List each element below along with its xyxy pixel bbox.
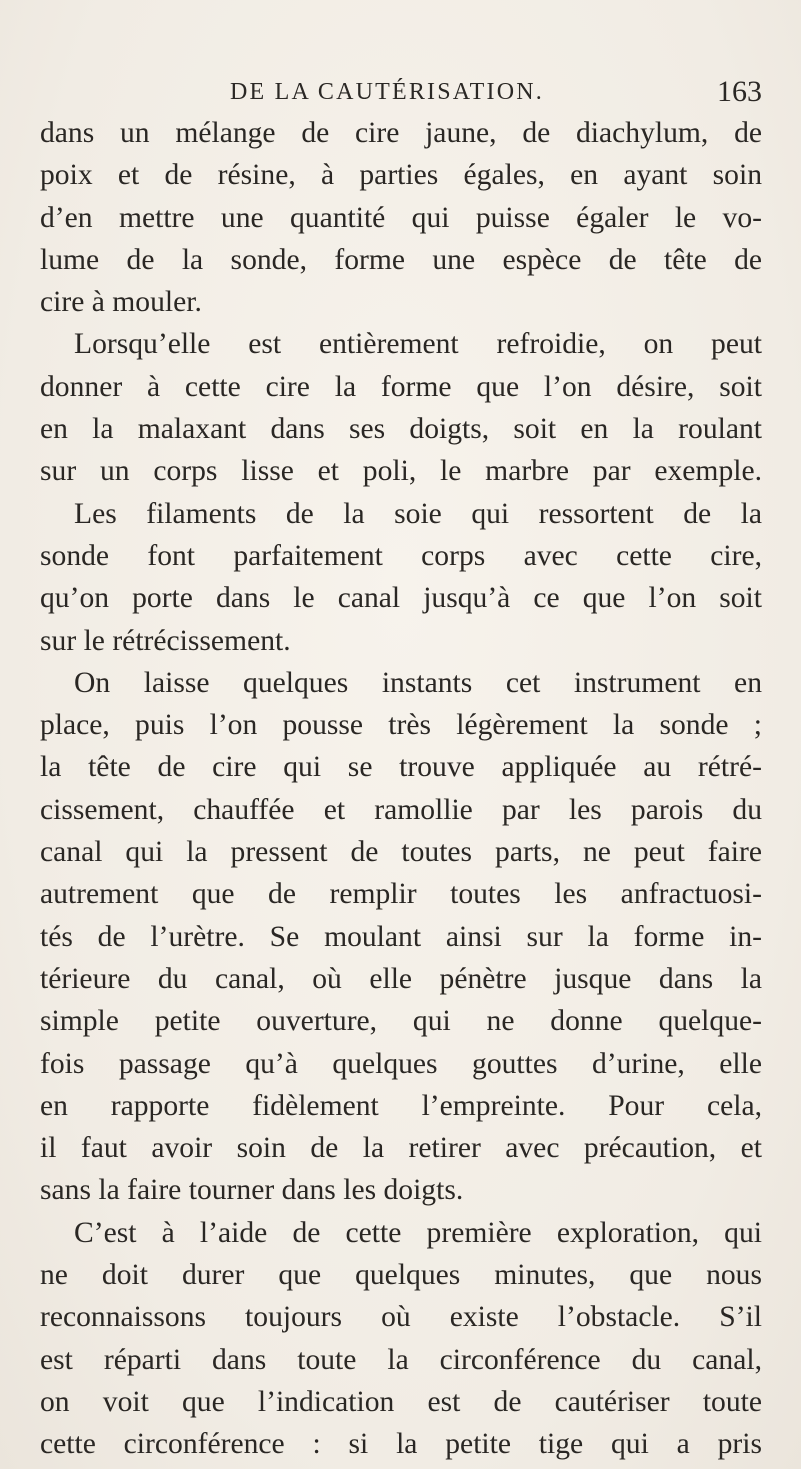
- text-line: C’est à l’aide de cette première exploration, qui: [74, 1216, 762, 1249]
- text-line: qu’on porte dans le canal jusqu’à ce que l’on soit: [40, 582, 762, 615]
- text-line: d’en mettre une quantité qui puisse égaler le vo-: [40, 201, 762, 234]
- text-line: simple petite ouverture, qui ne donne quelque-: [40, 1005, 762, 1038]
- text-line: sur un corps lisse et poli, le marbre par exemple.: [40, 455, 762, 488]
- text-line: la tête de cire qui se trouve appliquée au rétré-: [40, 751, 762, 784]
- text-line: poix et de résine, à parties égales, en ayant soin: [40, 159, 762, 192]
- text-line: sonde font parfaitement corps avec cette cire,: [40, 539, 762, 572]
- body-text: [40, 112, 762, 1466]
- text-line: autrement que de remplir toutes les anfractuosi-: [40, 878, 762, 911]
- text-line: fois passage qu’à quelques gouttes d’urine, elle: [40, 1047, 762, 1080]
- text-line: sans la faire tourner dans les doigts.: [40, 1174, 464, 1207]
- text-line: il faut avoir soin de la retirer avec précaution, et: [40, 1132, 762, 1165]
- text-line: donner à cette cire la forme que l’on désire, soit: [40, 370, 762, 403]
- running-head: [40, 72, 762, 112]
- text-line: est réparti dans toute la circonférence du canal,: [40, 1343, 762, 1376]
- text-line: cire à mouler.: [40, 286, 202, 319]
- text-line: cissement, chauffée et ramollie par les parois du: [40, 793, 762, 826]
- text-line: térieure du canal, où elle pénètre jusque dans la: [40, 962, 762, 995]
- text-line: en la malaxant dans ses doigts, soit en la roulant: [40, 413, 762, 446]
- text-line: sur le rétrécissement.: [40, 624, 291, 657]
- text-line: en rapporte fidèlement l’empreinte. Pour cela,: [40, 1089, 762, 1122]
- text-line: on voit que l’indication est de cautériser toute: [40, 1385, 762, 1418]
- text-line: place, puis l’on pousse très légèrement la sonde ;: [40, 709, 762, 742]
- text-line: tés de l’urètre. Se moulant ainsi sur la forme in-: [40, 920, 762, 953]
- text-line: Lorsqu’elle est entièrement refroidie, on peut: [74, 328, 762, 361]
- running-title: DE LA CAUTÉRISATION.: [230, 79, 544, 105]
- text-line: ne doit durer que quelques minutes, que nous: [40, 1259, 762, 1292]
- text-line: Les filaments de la soie qui ressortent de la: [74, 497, 762, 530]
- text-line: dans un mélange de cire jaune, de diachylum, de: [40, 117, 762, 149]
- page-number: 163: [717, 75, 762, 108]
- text-line: lume de la sonde, forme une espèce de tête de: [40, 243, 762, 276]
- text-line: canal qui la pressent de toutes parts, ne peut faire: [40, 836, 762, 869]
- text-line: reconnaissons toujours où existe l’obstacle. S’il: [40, 1301, 762, 1334]
- text-line: On laisse quelques instants cet instrument en: [74, 666, 762, 699]
- text-line: cette circonférence : si la petite tige qui a pris: [40, 1428, 762, 1461]
